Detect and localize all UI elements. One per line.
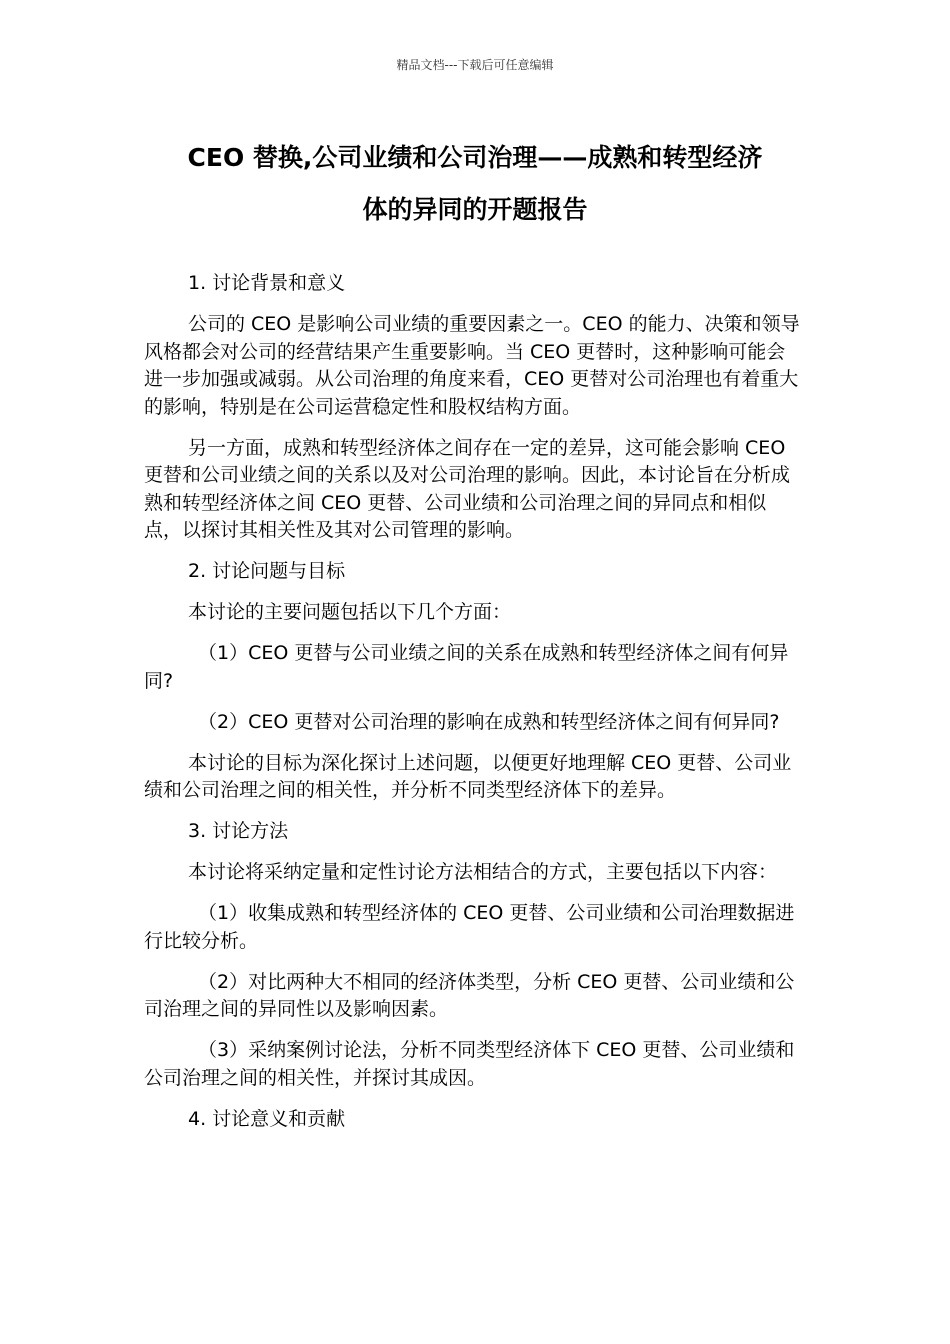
section-1-heading: 1. 讨论背景和意义 [188,272,346,294]
section-2-question-2: （2）CEO 更替对公司治理的影响在成熟和转型经济体之间有何异同? [198,710,780,733]
section-2-goal: 本讨论的目标为深化探讨上述问题，以便更好地理解 CEO 更替、公司业绩和公司治理之间的相关性，并分析不同类型经济体下的差异。 [144,751,792,801]
section-3-method-2: （2）对比两种大不相同的经济体类型，分析 CEO 更替、公司业绩和公司治理之间的异同性以及影响因素。 [144,970,795,1020]
header-note: 精品文档---下载后可任意编辑 [396,58,554,72]
section-3-method-1: （1）收集成熟和转型经济体的 CEO 更替、公司业绩和公司治理数据进行比较分析。 [144,902,795,952]
section-2-question-1: （1）CEO 更替与公司业绩之间的关系在成熟和转型经济体之间有何异同? [144,642,789,692]
document-title [140,132,810,236]
section-3-intro: 本讨论将采纳定量和定性讨论方法相结合的方式，主要包括以下内容： [188,861,778,883]
section-2-heading: 2. 讨论问题与目标 [188,560,346,582]
section-1-paragraph-2: 另一方面，成熟和转型经济体之间存在一定的差异，这可能会影响 CEO 更替和公司业绩之间的关系以及对公司治理的影响。因此，本讨论旨在分析成熟和转型经济体之间 CEO 更替、公司业绩和公司治理之间的异同点和相似点，以探讨其相关性及其对公司管理的影响。 [144,436,791,541]
title-line-2: 体的异同的开题报告 [362,195,588,224]
section-4-heading: 4. 讨论意义和贡献 [188,1107,346,1130]
section-3-method-3: （3）采纳案例讨论法，分析不同类型经济体下 CEO 更替、公司业绩和公司治理之间的相关性，并探讨其成因。 [144,1039,795,1089]
title-line-1: CEO 替换,公司业绩和公司治理——成熟和转型经济 [187,143,763,172]
section-1-paragraph-1: 公司的 CEO 是影响公司业绩的重要因素之一。CEO 的能力、决策和领导风格都会对公司的经营结果产生重要影响。当 CEO 更替时，这种影响可能会进一步加强或减弱。从公司治理的角度来看，CEO 更替对公司治理也有着重大的影响，特别是在公司运营稳定性和股权结构方面。 [144,313,800,418]
section-2-intro: 本讨论的主要问题包括以下几个方面： [188,601,512,623]
section-3-heading: 3. 讨论方法 [188,820,289,842]
document-body [144,270,804,1147]
